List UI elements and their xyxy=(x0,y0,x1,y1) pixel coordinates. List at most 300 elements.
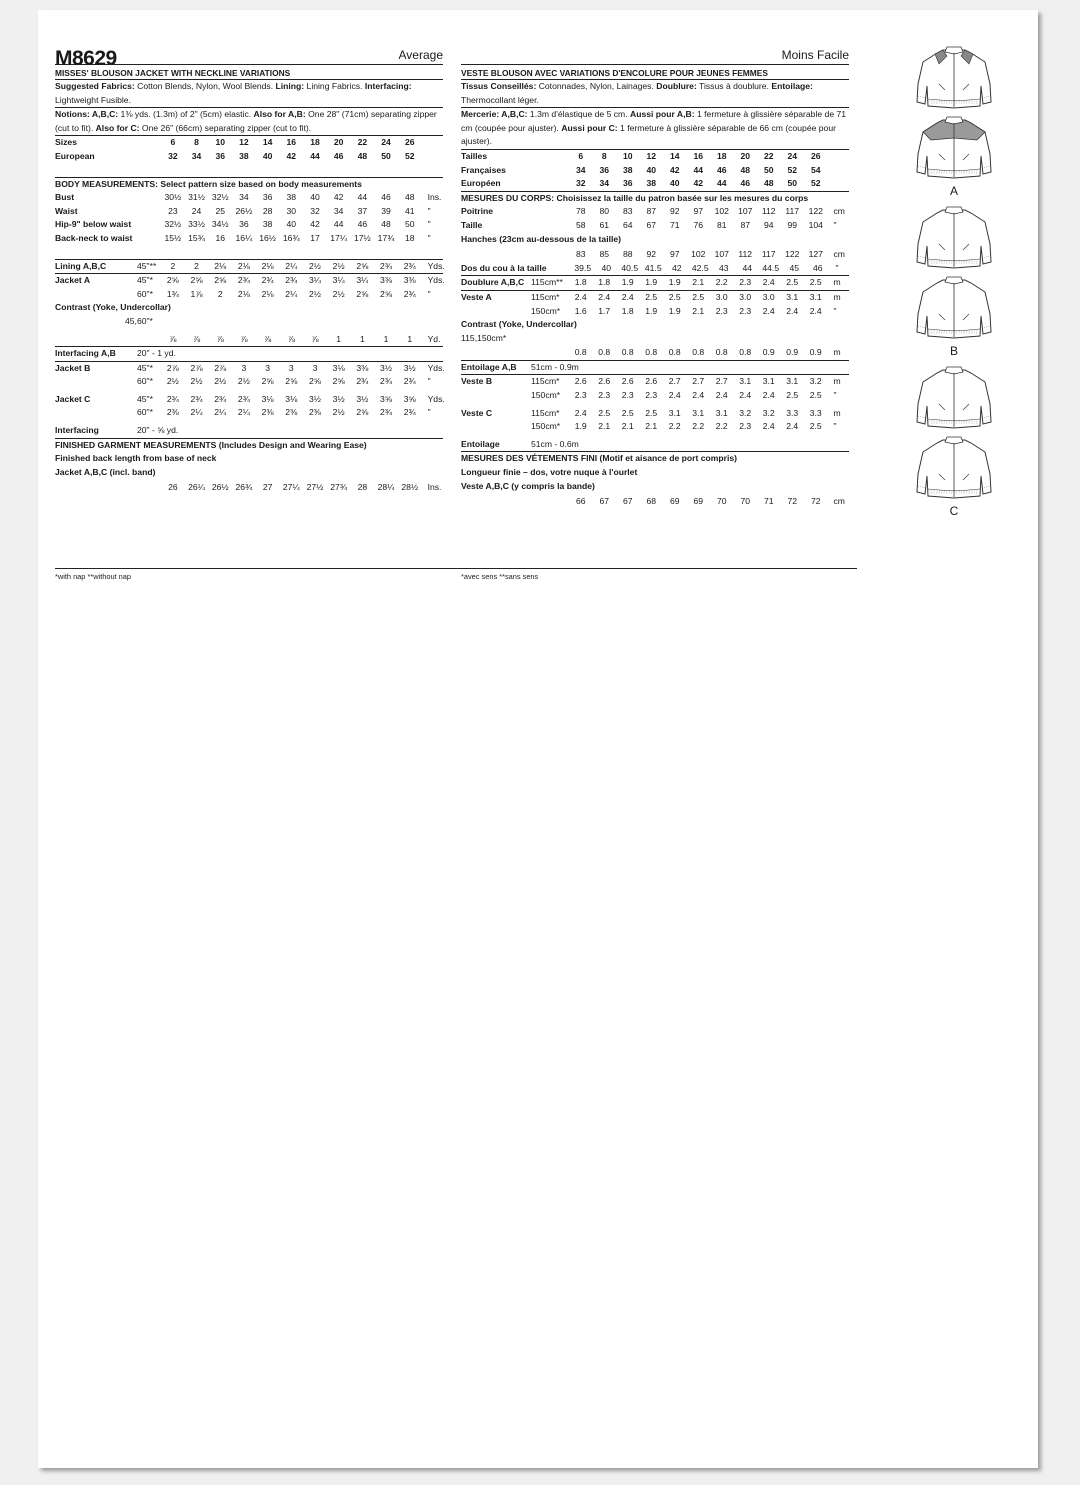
size-cell: 44 xyxy=(742,262,753,273)
size-cell: 48 xyxy=(404,192,415,203)
size-cell: 2¾ xyxy=(356,376,369,387)
size-cell: 81 xyxy=(716,219,727,230)
finished-row xyxy=(55,481,443,495)
size-cell: 2.2 xyxy=(668,421,681,432)
size-cell: 67 xyxy=(646,219,657,230)
size-cell: 0.8 xyxy=(598,347,611,358)
header xyxy=(461,44,849,65)
size-cell: 3½ xyxy=(403,362,416,373)
row-width: 45"** xyxy=(137,260,157,271)
table-row xyxy=(461,205,849,219)
size-cell: ⅞ xyxy=(192,333,201,344)
size-cell: 48 xyxy=(763,178,774,189)
size-cell: 2.4 xyxy=(574,407,587,418)
row-text: 51cm - 0.6m xyxy=(531,438,579,449)
size-cell: 2.7 xyxy=(668,376,681,387)
size-cell: 12 xyxy=(239,137,249,148)
size-cell: 1 xyxy=(359,333,365,344)
row-width: 115cm** xyxy=(531,277,563,288)
size-cell: 3½ xyxy=(356,393,369,404)
row-width: 150cm* xyxy=(531,305,561,316)
jacket-a-row xyxy=(461,305,849,319)
size-cell: 0.8 xyxy=(645,347,658,358)
jacket-sketch xyxy=(913,204,995,270)
size-cell: 2.3 xyxy=(621,390,634,401)
size-cell: 44 xyxy=(310,150,320,161)
size-cell: 34 xyxy=(333,205,344,216)
size-cell: 87 xyxy=(646,206,657,217)
size-cell: 1.9 xyxy=(621,277,634,288)
size-cell: 36 xyxy=(622,178,633,189)
size-cell: 2.4 xyxy=(786,421,799,432)
size-cell: 2.2 xyxy=(715,421,728,432)
size-cell: 2.3 xyxy=(715,305,728,316)
size-cell: 2½ xyxy=(308,288,321,299)
size-cell: 3.1 xyxy=(739,376,752,387)
size-cell: 41 xyxy=(404,205,415,216)
size-cell: 17¼ xyxy=(330,232,348,243)
size-cell: 2½ xyxy=(332,288,345,299)
size-cell: 39 xyxy=(381,205,391,216)
size-cell: 32½ xyxy=(211,192,229,203)
size-cell: 97 xyxy=(693,206,704,217)
row-unit: " xyxy=(835,262,839,273)
row-unit: m xyxy=(833,407,841,418)
row-unit: " xyxy=(427,219,431,230)
row-unit: Yds. xyxy=(427,260,445,271)
row-unit: " xyxy=(427,232,431,243)
size-cell: 48 xyxy=(740,164,751,175)
size-cell: 0.8 xyxy=(715,347,728,358)
size-cell: 83 xyxy=(575,249,586,260)
european-row xyxy=(55,150,443,164)
contrast-row xyxy=(461,346,849,360)
table-row xyxy=(461,248,849,262)
size-cell: 32 xyxy=(168,150,178,161)
size-cell: 22 xyxy=(763,150,774,161)
suggested-fabrics xyxy=(461,80,849,107)
size-cell: 40 xyxy=(310,192,320,203)
size-cell: 94 xyxy=(763,219,774,230)
row-label: Lining A,B,C xyxy=(55,260,107,271)
french-column xyxy=(461,44,849,509)
size-cell: 2.5 xyxy=(645,291,658,302)
size-cell: 3.1 xyxy=(668,407,681,418)
row-unit: m xyxy=(833,347,841,358)
size-cell: 36 xyxy=(599,164,610,175)
row-unit: m xyxy=(833,291,841,302)
size-cell: 42.5 xyxy=(691,262,709,273)
size-cell: 2½ xyxy=(190,376,203,387)
row-unit: " xyxy=(833,421,837,432)
row-label: Bust xyxy=(55,192,75,203)
size-cell: 26¾ xyxy=(235,482,253,493)
row-label: Européen xyxy=(461,178,501,189)
size-cell: 3.0 xyxy=(715,291,728,302)
size-cell: 16¾ xyxy=(282,232,300,243)
row-unit: " xyxy=(427,205,431,216)
para-label: Also for A,B: xyxy=(253,109,306,120)
size-cell: 52 xyxy=(787,164,798,175)
size-cell: 2⅝ xyxy=(356,288,369,299)
size-cell: 1 xyxy=(383,333,389,344)
size-cell: 14 xyxy=(669,150,680,161)
para-label: Also for C: xyxy=(95,122,140,133)
size-cell: 16 xyxy=(693,150,704,161)
row-label: Veste C xyxy=(461,407,493,418)
french-sizes-row xyxy=(461,164,849,178)
para-text: Thermocollant léger. xyxy=(461,94,539,105)
size-cell: 44 xyxy=(716,178,727,189)
size-cell: 2.5 xyxy=(809,421,822,432)
size-cell: 2.5 xyxy=(786,277,799,288)
view-sketches xyxy=(913,44,995,524)
row-label: 45,60"* xyxy=(125,315,153,326)
para-text: 1.3m d'élastique de 5 cm. xyxy=(527,109,630,120)
size-cell: 2½ xyxy=(214,376,227,387)
size-cell: 80 xyxy=(599,206,610,217)
row-unit: " xyxy=(833,305,837,316)
size-cell: 2¾ xyxy=(237,275,250,286)
row-label: Veste A xyxy=(461,291,492,302)
size-cell: 1.8 xyxy=(598,277,611,288)
size-cell: 26 xyxy=(168,482,178,493)
para-text: Tissus à doublure. xyxy=(696,81,772,91)
row-unit: Yds. xyxy=(427,275,445,286)
size-cell: 14 xyxy=(262,137,273,148)
pattern-title: VESTE BLOUSON AVEC VARIATIONS D'ENCOLURE POUR JEUNES FEMMES xyxy=(461,65,849,80)
size-cell: 34 xyxy=(191,150,202,161)
jacket-sketch xyxy=(913,44,995,110)
size-cell: 58 xyxy=(575,219,586,230)
size-cell: 38 xyxy=(622,164,633,175)
size-cell: 40 xyxy=(262,150,273,161)
size-cell: 3½ xyxy=(380,362,392,373)
size-cell: 3½ xyxy=(332,393,345,404)
size-cell: 32½ xyxy=(164,219,182,230)
row-unit: " xyxy=(427,376,431,387)
size-cell: 2⅝ xyxy=(332,376,345,387)
size-cell: 2.4 xyxy=(762,421,775,432)
size-cell: 2⅜ xyxy=(285,407,298,418)
size-cell: 2.5 xyxy=(692,291,705,302)
size-cell: 70 xyxy=(740,496,751,507)
size-cell: 2⅞ xyxy=(166,362,179,373)
row-unit: Yd. xyxy=(427,333,441,344)
size-cell: 2.3 xyxy=(739,421,752,432)
size-cell: 16 xyxy=(215,232,225,243)
size-cell: 39.5 xyxy=(574,262,592,273)
size-cell: 2⅜ xyxy=(166,407,179,418)
size-cell: 44 xyxy=(333,219,344,230)
size-cell: 3 xyxy=(265,362,270,373)
size-cell: 0.8 xyxy=(739,347,752,358)
size-cell: 2.1 xyxy=(621,421,634,432)
size-cell: 2.2 xyxy=(715,277,728,288)
size-cell: 3⅛ xyxy=(261,393,274,404)
size-cell: 3⅜ xyxy=(380,275,392,286)
size-cell: 40.5 xyxy=(621,262,639,273)
size-cell: 112 xyxy=(738,249,753,260)
size-cell: 67 xyxy=(622,496,633,507)
view-a-sketch xyxy=(913,114,995,180)
size-cell: 1.9 xyxy=(645,277,658,288)
row-unit: cm xyxy=(833,496,845,507)
row-label: Back-neck to waist xyxy=(55,232,133,243)
size-cell: 40 xyxy=(601,262,612,273)
size-cell: 3.2 xyxy=(762,407,775,418)
size-cell: ⅞ xyxy=(311,333,319,344)
row-label: Jacket B xyxy=(55,362,91,373)
table-row xyxy=(55,424,443,438)
jacket-sketch xyxy=(913,114,995,180)
size-cell: 2⅞ xyxy=(190,362,203,373)
row-width: 60"* xyxy=(137,407,153,418)
sizes-row xyxy=(461,150,849,164)
size-cell: 2.5 xyxy=(809,390,822,401)
size-cell: 88 xyxy=(622,249,633,260)
size-cell: 3 xyxy=(241,362,247,373)
size-cell: 2½ xyxy=(308,260,321,271)
size-cell: 1.8 xyxy=(621,305,634,316)
size-cell: 44.5 xyxy=(762,262,780,273)
size-cell: 16½ xyxy=(259,232,276,243)
size-cell: 30 xyxy=(286,205,297,216)
row-unit: cm xyxy=(833,206,845,217)
size-cell: 1 xyxy=(407,333,413,344)
table-row xyxy=(55,205,443,219)
size-cell: 3 xyxy=(312,362,318,373)
size-cell: 117 xyxy=(761,249,776,260)
size-cell: 37 xyxy=(357,205,368,216)
size-cell: 3.1 xyxy=(809,291,822,302)
size-cell: 2.7 xyxy=(715,376,728,387)
jacket-c-row xyxy=(55,406,443,420)
size-cell: 3.1 xyxy=(692,407,705,418)
size-cell: 36 xyxy=(239,219,249,230)
notions xyxy=(55,108,443,135)
size-cell: 27 xyxy=(262,482,273,493)
size-cell: 3⅝ xyxy=(403,393,416,404)
size-cell: 24 xyxy=(191,205,202,216)
size-cell: 2¼ xyxy=(237,407,250,418)
size-cell: 2¾ xyxy=(190,393,203,404)
size-cell: 2.3 xyxy=(574,390,587,401)
jacket-b-row xyxy=(55,375,443,389)
row-unit: Yds. xyxy=(427,362,445,373)
row-unit: " xyxy=(427,288,431,299)
size-cell: 23 xyxy=(168,205,178,216)
footnote-fr xyxy=(461,568,857,581)
size-cell: 122 xyxy=(808,206,823,217)
size-cell: 2⅜ xyxy=(308,407,321,418)
finished-row xyxy=(461,495,849,509)
size-cell: 2.4 xyxy=(762,277,775,288)
view-c-sketch xyxy=(913,434,995,500)
size-cell: 2.7 xyxy=(692,376,705,387)
size-cell: 2 xyxy=(170,260,176,271)
size-cell: 50 xyxy=(763,164,774,175)
size-cell: 2.4 xyxy=(786,305,799,316)
size-cell: 12 xyxy=(646,150,657,161)
size-cell: 68 xyxy=(646,496,657,507)
size-cell: 2.1 xyxy=(598,421,611,432)
row-label: Hip-9" below waist xyxy=(55,219,132,230)
size-cell: 2.4 xyxy=(621,291,634,302)
size-cell: 2¾ xyxy=(380,407,392,418)
size-cell: 8 xyxy=(601,150,607,161)
size-cell: 2⅜ xyxy=(261,407,274,418)
row-label: Sizes xyxy=(55,137,77,148)
size-cell: 2 xyxy=(217,288,223,299)
difficulty-level: Moins Facile xyxy=(781,48,849,63)
size-cell: 2⅝ xyxy=(166,275,179,286)
size-cell: 78 xyxy=(575,206,586,217)
para-label: Doublure: xyxy=(656,81,697,91)
size-cell: 32 xyxy=(310,205,320,216)
table-row xyxy=(461,438,849,452)
para-label: Aussi pour A,B: xyxy=(629,109,695,120)
row-label: Jacket C xyxy=(55,393,91,404)
para-text: Lining Fabrics. xyxy=(304,81,365,91)
size-cell: 2.4 xyxy=(574,291,587,302)
size-cell: 2¾ xyxy=(380,376,392,387)
size-cell: 25 xyxy=(215,205,225,216)
size-cell: 17 xyxy=(310,232,320,243)
size-cell: 122 xyxy=(785,249,800,260)
row-label: 115,150cm* xyxy=(461,332,507,343)
size-cell: 2⅛ xyxy=(237,288,250,299)
size-cell: 72 xyxy=(787,496,798,507)
size-cell: 34½ xyxy=(211,219,229,230)
size-cell: 3.1 xyxy=(715,407,728,418)
size-cell: 46 xyxy=(333,150,344,161)
size-cell: 28 xyxy=(357,482,368,493)
table-row xyxy=(55,232,443,246)
view-label-b: B xyxy=(949,344,958,358)
size-cell: 38 xyxy=(239,150,249,161)
size-cell: 33½ xyxy=(188,219,205,230)
table-row xyxy=(461,361,849,375)
size-cell: 3.1 xyxy=(762,376,775,387)
para-label: Mercerie: A,B,C: xyxy=(461,109,528,120)
size-cell: 2.3 xyxy=(598,390,611,401)
size-cell: 2⅞ xyxy=(214,362,227,373)
size-cell: ⅞ xyxy=(216,333,224,344)
size-cell: 2.4 xyxy=(715,390,728,401)
hips-label: Hanches (23cm au-dessous de la taille) xyxy=(461,233,621,244)
body-measurements-title: BODY MEASUREMENTS: Select pattern size based on body measurements xyxy=(55,178,362,189)
size-cell: 52 xyxy=(404,150,415,161)
size-cell: 2.5 xyxy=(809,277,822,288)
size-cell: 1⅞ xyxy=(190,288,203,299)
size-cell: 2¾ xyxy=(380,260,392,271)
row-label: Jacket A xyxy=(55,275,91,286)
size-cell: 2¾ xyxy=(166,393,179,404)
size-cell: 2.4 xyxy=(668,390,681,401)
row-width: 150cm* xyxy=(531,390,561,401)
row-unit: Ins. xyxy=(427,482,442,493)
row-width: 60"* xyxy=(137,376,153,387)
contrast-label: Contrast (Yoke, Undercollar) xyxy=(461,319,577,330)
size-cell: 28¼ xyxy=(377,482,395,493)
size-cell: 2.4 xyxy=(762,305,775,316)
size-cell: 2¾ xyxy=(285,275,298,286)
size-cell: ⅞ xyxy=(287,333,295,344)
row-label: Taille xyxy=(461,219,483,230)
para-label: Notions: A,B,C: xyxy=(55,109,119,120)
finished-title: FINISHED GARMENT MEASUREMENTS (Includes Design and Wearing Ease) xyxy=(55,439,367,450)
size-cell: 0.9 xyxy=(762,347,775,358)
row-width: 150cm* xyxy=(531,421,561,432)
size-cell: ⅞ xyxy=(240,333,248,344)
size-cell: 2⅛ xyxy=(261,260,274,271)
jacket-a-row xyxy=(461,291,849,305)
veste-b-row xyxy=(461,375,849,389)
contrast-width-row xyxy=(461,332,849,346)
size-cell: 44 xyxy=(357,192,368,203)
row-unit: cm xyxy=(833,249,845,260)
size-cell: 1.9 xyxy=(645,305,658,316)
size-cell: 3⅛ xyxy=(285,393,298,404)
row-width: 115cm* xyxy=(531,407,560,418)
size-cell: 44 xyxy=(693,164,704,175)
size-cell: 20 xyxy=(333,137,344,148)
size-cell: 36 xyxy=(262,192,273,203)
size-cell: 2.5 xyxy=(621,407,634,418)
size-cell: 70 xyxy=(716,496,727,507)
size-cell: 1¾ xyxy=(166,288,179,299)
row-unit: " xyxy=(833,390,837,401)
contrast-label: Contrast (Yoke, Undercollar) xyxy=(55,302,171,313)
size-cell: 92 xyxy=(669,206,680,217)
difficulty-level: Average xyxy=(398,48,443,63)
size-cell: 38 xyxy=(286,192,297,203)
size-cell: 26½ xyxy=(211,482,229,493)
size-cell: 76 xyxy=(693,219,704,230)
size-cell: 17½ xyxy=(353,232,371,243)
view-label-c: C xyxy=(949,504,959,518)
size-cell: 26 xyxy=(810,150,821,161)
size-cell: 2¼ xyxy=(190,407,203,418)
view-b-sketch xyxy=(913,204,995,270)
row-label: Tailles xyxy=(461,150,488,161)
size-cell: 107 xyxy=(714,249,729,260)
para-text: One 28" (71cm) separating zipper (cut to fit). xyxy=(55,109,437,133)
size-cell: 2⅝ xyxy=(214,275,227,286)
view-b-sketch xyxy=(913,274,995,340)
jacket-sketch xyxy=(913,364,995,430)
size-cell: 2⅝ xyxy=(356,260,369,271)
para-text: 1 fermeture à glissière séparable de 66 cm (coupée pour ajuster). xyxy=(461,122,836,147)
size-cell: 2.6 xyxy=(645,376,658,387)
size-cell: 72 xyxy=(810,496,821,507)
size-cell: 3.3 xyxy=(809,407,822,418)
veste-c-row xyxy=(461,407,849,421)
size-cell: 0.9 xyxy=(786,347,799,358)
size-cell: 102 xyxy=(714,206,729,217)
header xyxy=(55,44,443,71)
size-cell: 2¼ xyxy=(214,407,227,418)
row-width: 60"* xyxy=(137,288,153,299)
size-cell: 16¼ xyxy=(235,232,253,243)
lining-row xyxy=(461,276,849,290)
size-cell: 2¼ xyxy=(285,260,298,271)
size-cell: 102 xyxy=(691,249,706,260)
row-width: 45"* xyxy=(137,362,153,373)
pattern-title: MISSES' BLOUSON JACKET WITH NECKLINE VARIATIONS xyxy=(55,65,443,80)
size-cell: 99 xyxy=(787,219,798,230)
